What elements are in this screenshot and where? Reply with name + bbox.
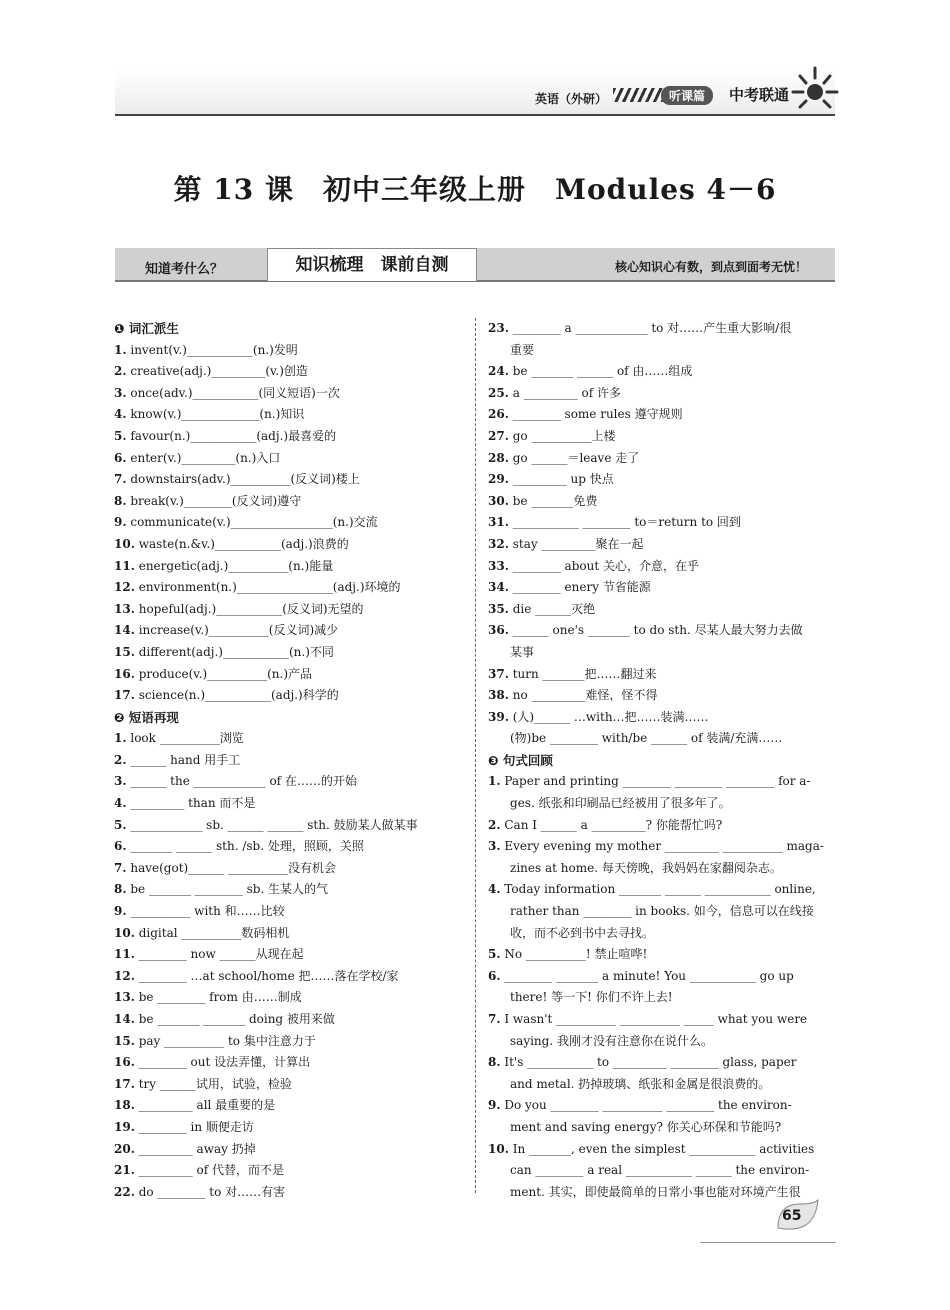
item-number: 6. (114, 450, 127, 465)
item-number: 14. (114, 1012, 135, 1026)
item-text: No __________! 禁止喧哗! (504, 947, 648, 962)
banner-left: 知道考什么？ (145, 262, 224, 277)
item-text: be ________ from 由……制成 (138, 990, 302, 1005)
header-tag: 听课篇 (661, 86, 713, 105)
exercise-item (114, 1160, 466, 1182)
item-number: 2. (488, 817, 501, 832)
item-continuation: 某事 (510, 644, 535, 659)
exercise-item (488, 512, 836, 534)
banner-right: 核心知识心有数，到点到面考无忧！ (614, 260, 807, 274)
exercise-item (114, 815, 466, 837)
section-banner (115, 248, 835, 282)
item-text: digital __________数码相机 (138, 925, 290, 940)
item-text: ______ the ____________ of 在……的开始 (130, 774, 357, 789)
item-text: communicate(v.)_________________(n.)交流 (130, 515, 378, 530)
exercise-item (114, 534, 466, 556)
item-number: 22. (114, 1184, 135, 1199)
item-number: 15. (114, 1033, 135, 1048)
item-number: 7. (114, 860, 127, 875)
item-text: ________ out 设法弄懂，计算出 (138, 1055, 311, 1070)
item-number: 4. (488, 882, 501, 897)
item-text: go ______＝leave 走了 (512, 450, 640, 465)
item-number: 26. (488, 407, 509, 422)
item-continuation: zines at home. 每天傍晚，我妈妈在家翻阅杂志。 (510, 860, 782, 875)
item-continuation: can ________ a real ___________ ______ the environ- (510, 1163, 810, 1178)
item-continuation: saying. 我刚才没有注意你在说什么。 (510, 1033, 713, 1048)
item-text: _______ ______ sth. /sb. 处理，照顾，关照 (130, 839, 364, 854)
item-text: ________ now ______从现在起 (138, 947, 304, 962)
exercise-item (114, 556, 466, 578)
exercise-item (114, 771, 466, 793)
item-continuation: ment. 其实，即使最简单的日常小事也能对环境产生很 (510, 1184, 801, 1199)
item-number: 2. (114, 364, 127, 379)
item-text: know(v.)_____________(n.)知识 (130, 407, 305, 422)
exercise-item (114, 448, 466, 470)
item-number: 11. (114, 947, 135, 962)
item-text: be _______免费 (512, 493, 598, 508)
item-text: break(v.)________(反义词)遵守 (130, 493, 302, 508)
item-number: 1. (488, 774, 501, 789)
item-continuation: (物)be ________ with/be ______ of 装满/充满…… (510, 731, 783, 746)
exercise-item (488, 469, 836, 491)
item-text: energetic(adj.)__________(n.)能量 (138, 558, 334, 573)
item-number: 13. (114, 990, 135, 1005)
exercise-item (488, 361, 836, 383)
item-text: die ______灭绝 (512, 601, 596, 616)
item-text: waste(n.&v.)___________(adj.)浪费的 (138, 536, 349, 551)
item-number: 38. (488, 688, 509, 703)
left-column (114, 318, 466, 1203)
item-number: 13. (114, 601, 135, 616)
header-subject: 英语（外研） (534, 92, 607, 106)
item-number: 9. (114, 515, 127, 530)
exercise-item (488, 534, 836, 556)
item-text: invent(v.)___________(n.)发明 (130, 342, 298, 357)
item-text: It's ___________ to _________ ________ glass, paper (504, 1055, 797, 1070)
exercise-item (488, 383, 836, 405)
item-number: 12. (114, 968, 135, 983)
item-text: favour(n.)___________(adj.)最喜爱的 (130, 428, 337, 443)
exercise-item (114, 858, 466, 880)
exercise-item (114, 426, 466, 448)
item-text: look __________浏览 (130, 731, 244, 746)
exercise-item (114, 1139, 466, 1161)
item-number: 5. (488, 947, 501, 962)
exercise-item (488, 620, 836, 642)
exercise-item (114, 664, 466, 686)
exercise-item (114, 469, 466, 491)
item-number: 15. (114, 644, 135, 659)
item-number: 25. (488, 385, 509, 400)
item-text: _________ up 快点 (512, 472, 614, 487)
item-text: _________ of 代替，而不是 (138, 1163, 285, 1178)
exercise-item (114, 966, 466, 988)
item-number: 34. (488, 580, 509, 595)
item-number: 6. (488, 968, 501, 983)
item-number: 10. (114, 925, 135, 940)
page-number-badge (774, 1198, 820, 1234)
exercise-item (114, 1031, 466, 1053)
item-text: Every evening my mother _________ __________ maga- (504, 839, 824, 854)
exercise-item (488, 1052, 836, 1074)
exercise-item (488, 836, 836, 858)
item-number: 3. (114, 385, 127, 400)
item-number: 17. (114, 1076, 135, 1091)
item-number: 11. (114, 558, 135, 573)
item-number: 29. (488, 472, 509, 487)
exercise-item (488, 664, 836, 686)
exercise-item (114, 879, 466, 901)
exercise-item (488, 771, 836, 793)
running-header (115, 70, 835, 116)
item-text: hopeful(adj.)___________(反义词)无望的 (138, 601, 364, 616)
exercise-item (488, 966, 836, 988)
exercise-item (488, 944, 836, 966)
item-text: increase(v.)__________(反义词)减少 (138, 623, 339, 638)
item-text: pay __________ to 集中注意力于 (138, 1033, 316, 1048)
right-column (488, 318, 836, 1203)
item-continuation: 重要 (510, 342, 535, 357)
item-text: (人)______ …with…把……装满…… (512, 709, 709, 724)
item-number: 33. (488, 558, 509, 573)
item-text: environment(n.)________________(adj.)环境的 (138, 580, 401, 595)
exercise-item (488, 1095, 836, 1117)
exercise-item (488, 879, 836, 901)
item-text: Do you ________ __________ ________ the environ- (504, 1098, 792, 1113)
item-text: ___________ ________ to＝return to 回到 (512, 515, 741, 530)
section-heading: ❷ 短语再现 (114, 709, 179, 725)
item-text: turn _______把……翻过来 (512, 666, 657, 681)
item-text: _________ away 扔掉 (138, 1141, 256, 1156)
item-text: In _______, even the simplest ___________ activities (512, 1141, 815, 1156)
item-number: 14. (114, 623, 135, 638)
exercise-item (114, 1052, 466, 1074)
item-text: no _________难怪，怪不得 (512, 688, 658, 703)
item-text: ______ one's _______ to do sth. 尽某人最大努力去做 (512, 623, 803, 638)
item-number: 8. (114, 493, 127, 508)
exercise-item (114, 793, 466, 815)
exercise-item (114, 383, 466, 405)
item-text: creative(adj.)_________(v.)创造 (130, 364, 308, 379)
item-number: 9. (114, 904, 127, 919)
exercise-item (114, 987, 466, 1009)
item-text: different(adj.)___________(n.)不同 (138, 644, 334, 659)
item-number: 4. (114, 796, 127, 811)
section-heading: ❸ 句式回顾 (488, 752, 553, 768)
sun-logo-icon (790, 64, 840, 114)
item-number: 20. (114, 1141, 135, 1156)
item-continuation: rather than ________ in books. 如今，信息可以在线接 (510, 904, 814, 919)
item-number: 1. (114, 731, 127, 746)
item-number: 4. (114, 407, 127, 422)
item-text: Today information _______ ______ ___________ online, (504, 882, 816, 897)
item-text: ________ a ____________ to 对……产生重大影响/很 (512, 321, 792, 335)
item-text: do ________ to 对……有害 (138, 1184, 286, 1199)
exercise-item (488, 685, 836, 707)
exercise-item (114, 901, 466, 923)
item-number: 36. (488, 623, 509, 638)
item-number: 35. (488, 601, 509, 616)
exercise-item (488, 707, 836, 729)
item-number: 16. (114, 666, 135, 681)
header-series: 中考联通 (728, 86, 789, 104)
exercise-item (114, 750, 466, 772)
item-text: ________ enery 节省能源 (512, 580, 651, 595)
item-number: 10. (114, 536, 135, 551)
exercise-item (114, 1117, 466, 1139)
item-number: 21. (114, 1163, 135, 1178)
item-text: produce(v.)__________(n.)产品 (138, 666, 313, 681)
item-number: 37. (488, 666, 509, 681)
item-continuation: there! 等一下! 你们不许上去! (510, 990, 673, 1005)
item-text: downstairs(adv.)__________(反义词)楼上 (130, 472, 360, 487)
exercise-item (488, 577, 836, 599)
item-number: 28. (488, 450, 509, 465)
item-number: 8. (114, 882, 127, 897)
item-number: 23. (488, 321, 509, 335)
exercise-item (114, 1095, 466, 1117)
page-number: 65 (782, 1208, 802, 1224)
exercise-item (488, 815, 836, 837)
exercise-item (114, 836, 466, 858)
item-text: stay _________聚在一起 (512, 536, 644, 551)
exercise-item (488, 556, 836, 578)
exercise-item (114, 599, 466, 621)
item-continuation: ment and saving energy? 你关心环保和节能吗? (510, 1119, 782, 1134)
item-number: 3. (114, 774, 127, 789)
item-text: Paper and printing ________ ________ ________ for a- (504, 774, 811, 789)
exercise-item (114, 1009, 466, 1031)
item-number: 12. (114, 580, 135, 595)
item-text: be _______ ______ of 由……组成 (512, 364, 693, 379)
item-text: ____________ sb. ______ ______ sth. 鼓励某人做某事 (130, 817, 418, 832)
item-text: a _________ of 许多 (512, 385, 621, 400)
item-continuation: ges. 纸张和印刷品已经被用了很多年了。 (510, 796, 731, 811)
item-text: be _______ ________ sb. 生某人的气 (130, 882, 329, 897)
header-slash-decoration (613, 88, 663, 102)
item-number: 3. (488, 839, 501, 854)
item-text: I wasn't __________ __________ _____ what you were (504, 1012, 808, 1026)
exercise-item (114, 642, 466, 664)
item-text: be _______ _______ doing 被用来做 (138, 1012, 335, 1026)
item-continuation: and metal. 扔掉玻璃、纸张和金属是很浪费的。 (510, 1076, 771, 1091)
item-number: 7. (114, 472, 127, 487)
exercise-item (114, 340, 466, 362)
item-number: 2. (114, 752, 127, 767)
exercise-item (114, 728, 466, 750)
item-number: 16. (114, 1055, 135, 1070)
exercise-item (488, 599, 836, 621)
item-text: _________ all 最重要的是 (138, 1098, 276, 1113)
exercise-item (114, 361, 466, 383)
exercise-item (114, 685, 466, 707)
exercise-item (488, 318, 836, 340)
item-number: 6. (114, 839, 127, 854)
item-text: have(got)______ __________没有机会 (130, 860, 337, 875)
exercise-item (488, 1009, 836, 1031)
exercise-item (488, 1139, 836, 1161)
item-number: 9. (488, 1098, 501, 1113)
exercise-item (114, 620, 466, 642)
item-text: _________ than 而不是 (130, 796, 256, 811)
exercise-item (488, 426, 836, 448)
exercise-item (114, 1182, 466, 1204)
item-number: 5. (114, 428, 127, 443)
item-number: 10. (488, 1141, 509, 1156)
item-text: ________ some rules 遵守规则 (512, 407, 683, 422)
item-number: 18. (114, 1098, 135, 1113)
item-text: ________ in 顺便走访 (138, 1119, 254, 1134)
item-text: enter(v.)_________(n.)入口 (130, 450, 281, 465)
item-number: 24. (488, 364, 509, 379)
item-text: ________ …at school/home 把……落在学校/家 (138, 968, 399, 983)
item-number: 39. (488, 709, 509, 724)
item-text: Can I ______ a _________? 你能帮忙吗? (504, 817, 723, 832)
lesson-title: 第 13 课 初中三年级上册 Modules 4－6 (173, 173, 777, 206)
section-heading: ❶ 词汇派生 (114, 321, 179, 336)
exercise-item (114, 404, 466, 426)
exercise-item (488, 448, 836, 470)
exercise-item (114, 577, 466, 599)
item-number: 1. (114, 342, 127, 357)
item-text: ______ hand 用手工 (130, 752, 241, 767)
item-number: 27. (488, 428, 509, 443)
item-number: 17. (114, 688, 135, 703)
item-text: __________ with 和……比较 (130, 904, 285, 919)
item-number: 5. (114, 817, 127, 832)
exercise-item (114, 491, 466, 513)
item-text: go __________上楼 (512, 428, 616, 443)
exercise-item (488, 404, 836, 426)
item-continuation: 收，而不必到书中去寻找。 (510, 925, 655, 940)
item-text: science(n.)___________(adj.)科学的 (138, 688, 339, 703)
item-number: 19. (114, 1119, 135, 1134)
exercise-item (488, 491, 836, 513)
item-number: 7. (488, 1012, 501, 1026)
item-number: 8. (488, 1055, 501, 1070)
item-number: 30. (488, 493, 509, 508)
item-number: 32. (488, 536, 509, 551)
item-text: once(adv.)___________(同义短语)一次 (130, 385, 340, 400)
item-text: ________ about 关心，介意，在乎 (512, 558, 699, 573)
exercise-item (114, 944, 466, 966)
column-divider (475, 318, 476, 1193)
exercise-item (114, 512, 466, 534)
banner-center: 知识梳理 课前自测 (267, 248, 477, 281)
footer-rule (700, 1242, 836, 1243)
item-number: 31. (488, 515, 509, 530)
exercise-item (114, 923, 466, 945)
item-text: ________ _______ a minute! You ___________ go up (504, 968, 794, 983)
exercise-item (114, 1074, 466, 1096)
item-text: try ______试用，试验，检验 (138, 1076, 292, 1091)
